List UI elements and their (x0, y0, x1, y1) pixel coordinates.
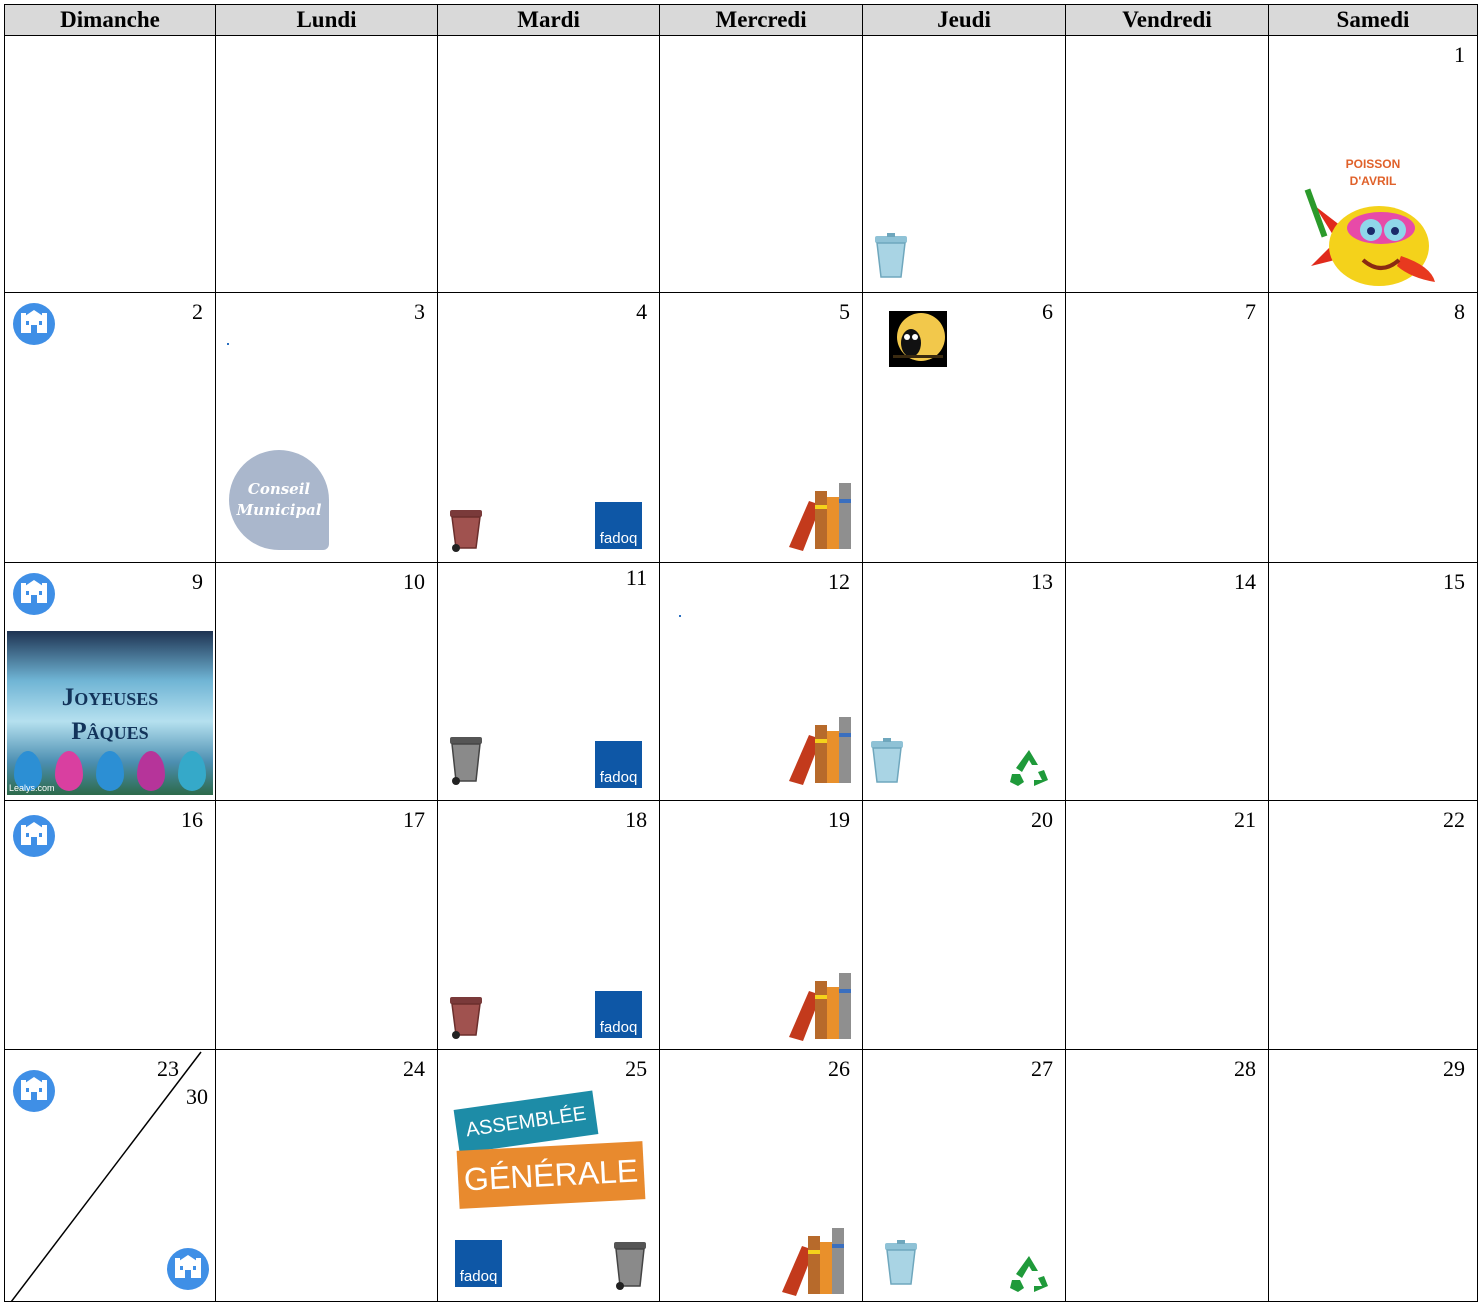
brown-trash-bin-icon (448, 508, 484, 552)
day-number: 23 (157, 1056, 179, 1081)
day-cell (438, 1050, 660, 1302)
day-cell (1268, 1050, 1477, 1302)
egg (96, 751, 124, 791)
day-number: 28 (1233, 1056, 1256, 1081)
week-row (5, 801, 1478, 1050)
day-number: 9 (192, 569, 203, 594)
books-icon (778, 1224, 854, 1301)
books-icon (785, 969, 861, 1046)
day-cell-empty (438, 36, 660, 293)
owl-icon (889, 311, 947, 372)
day-cell (863, 293, 1066, 563)
weekday-header-row (5, 5, 1478, 36)
day-number: 3 (414, 299, 426, 324)
day-cell (660, 1050, 863, 1302)
fadoq-logo: fadoq (595, 991, 642, 1038)
day-cell-empty (1066, 36, 1269, 293)
day-cell (5, 801, 216, 1050)
day-cell (660, 563, 863, 801)
day-number: 16 (181, 807, 203, 832)
day-cell (863, 801, 1066, 1050)
day-cell (660, 293, 863, 563)
egg (178, 751, 206, 791)
conseil-municipal-badge: Conseil Municipal (229, 450, 329, 550)
day-cell (216, 801, 438, 1050)
day-number: 5 (839, 299, 851, 324)
day-number: 26 (828, 1056, 851, 1081)
day-number: 27 (1031, 1056, 1053, 1081)
day-number: 8 (1454, 299, 1465, 324)
day-cell (1268, 563, 1477, 801)
day-cell (1066, 293, 1269, 563)
day-number: 1 (1454, 42, 1465, 67)
weekday-header: Dimanche (5, 5, 216, 36)
day-cell (1066, 801, 1269, 1050)
week-row (5, 293, 1478, 563)
day-cell (660, 801, 863, 1050)
day-number: 14 (1233, 569, 1256, 594)
fadoq-logo: fadoq (455, 1240, 502, 1287)
recycle-icon (1008, 748, 1050, 793)
day-cell (1268, 36, 1477, 293)
day-number: 2 (192, 299, 203, 324)
books-icon (785, 713, 861, 790)
day-number: 25 (625, 1056, 648, 1081)
day-number: 24 (403, 1056, 426, 1081)
grey-trash-bin-icon (612, 1240, 648, 1290)
day-number: 6 (1042, 299, 1053, 324)
blue-recycling-bin-icon (869, 738, 905, 784)
day-number: 18 (625, 807, 648, 832)
day-cell (5, 563, 216, 801)
day-cell (5, 293, 216, 563)
church-icon (13, 815, 55, 857)
assemblee-generale-banner-top: ASSEMBLÉE (454, 1090, 599, 1153)
calendar-table (4, 4, 1478, 1302)
day-number: 13 (1031, 569, 1053, 594)
fadoq-logo: fadoq (595, 741, 642, 788)
recycle-icon (1008, 1254, 1050, 1299)
weekday-header: Mardi (438, 5, 660, 36)
day-cell (216, 293, 438, 563)
weekday-header: Lundi (216, 5, 438, 36)
day-number: 11 (625, 565, 648, 590)
day-cell (1268, 293, 1477, 563)
day-cell-split (5, 1050, 216, 1302)
day-number: 21 (1233, 807, 1256, 832)
weekday-header: Vendredi (1066, 5, 1269, 36)
day-cell (438, 801, 660, 1050)
grey-trash-bin-icon (448, 735, 484, 785)
day-number: 15 (1443, 569, 1465, 594)
day-number: 20 (1031, 807, 1053, 832)
assemblee-generale-banner-bottom: GÉNÉRALE (457, 1141, 646, 1209)
church-icon (13, 303, 55, 345)
day-number: 4 (636, 299, 648, 324)
marker-dot (679, 615, 681, 617)
egg (137, 751, 165, 791)
books-icon (785, 479, 861, 556)
day-cell-empty (216, 36, 438, 293)
weekday-header: Mercredi (660, 5, 863, 36)
church-icon (167, 1248, 209, 1290)
egg (55, 751, 83, 791)
week-row (5, 1050, 1478, 1302)
day-number: 19 (828, 807, 851, 832)
day-cell (438, 563, 660, 801)
day-cell (1066, 1050, 1269, 1302)
church-icon (13, 1070, 55, 1112)
blue-recycling-bin-icon (873, 233, 909, 279)
church-icon (13, 573, 55, 615)
week-row (5, 563, 1478, 801)
fish-icon (1301, 186, 1437, 293)
week-row (5, 36, 1478, 293)
fadoq-logo: fadoq (595, 502, 642, 549)
weekday-header: Samedi (1268, 5, 1477, 36)
day-cell (1066, 563, 1269, 801)
day-number: 12 (828, 569, 851, 594)
day-cell (863, 1050, 1066, 1302)
day-number-secondary: 30 (186, 1084, 208, 1109)
day-cell (216, 563, 438, 801)
day-number: 17 (403, 807, 426, 832)
day-cell (863, 563, 1066, 801)
weekday-header: Jeudi (863, 5, 1066, 36)
day-cell (216, 1050, 438, 1302)
day-cell-empty (863, 36, 1066, 293)
image-credit: Lealys.com (9, 783, 55, 793)
day-cell-empty (5, 36, 216, 293)
day-number: 10 (403, 569, 426, 594)
poisson-davril-title: POISSON D'AVRIL (1345, 157, 1401, 188)
marker-dot (227, 343, 229, 345)
day-cell-empty (660, 36, 863, 293)
joyeuses-paques-image: Joyeuses Pâques Lealys.com (7, 631, 213, 795)
blue-recycling-bin-icon (883, 1240, 919, 1286)
day-cell (1268, 801, 1477, 1050)
day-number: 29 (1443, 1056, 1465, 1081)
day-number: 22 (1443, 807, 1465, 832)
day-number: 7 (1244, 299, 1256, 324)
day-cell (438, 293, 660, 563)
brown-trash-bin-icon (448, 995, 484, 1039)
